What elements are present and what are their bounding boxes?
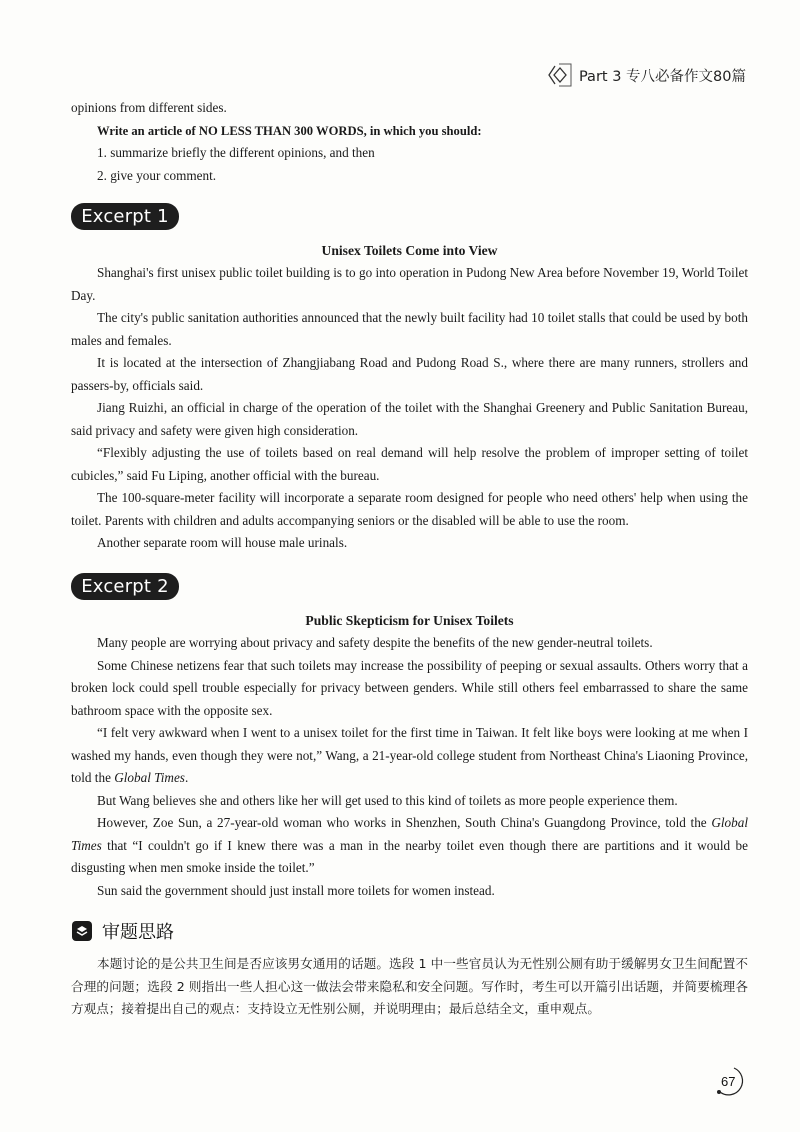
excerpt-2-paragraph: Sun said the government should just install more toilets for women instead. <box>97 882 495 898</box>
instruction-item-2: 2. give your comment. <box>97 167 217 183</box>
excerpt-1-title: Unisex Toilets Come into View <box>321 243 498 258</box>
layers-icon <box>72 921 92 941</box>
text-run: that “I couldn't go if I knew there was a man in the nearby toilet even though there are partitions and it would be disgusting when men smoke inside the toilet.” <box>71 837 748 875</box>
analysis-heading <box>72 918 174 944</box>
excerpt-1-paragraph: The city's public sanitation authorities announced that the newly built facility had 10 toilet stalls that could be used by both males and females. <box>71 310 748 348</box>
text-run: . <box>184 770 189 785</box>
diamond-bracket-icon <box>547 62 573 88</box>
excerpt-2-paragraph <box>71 722 748 790</box>
excerpt-1-paragraph: The 100-square-meter facility will incorporate a separate room designed for people who need others' help when using the toilet. Parents with children and adults accompanying seniors or the disabled will be able to use the room. <box>71 490 748 528</box>
page-number-text: 67 <box>721 1074 736 1089</box>
instruction: Write an article of NO LESS THAN 300 WORDS, in which you should: <box>97 123 482 138</box>
text-run: “I felt very awkward when I went to a unisex toilet for the first time in Taiwan. It felt like boys were looking at me when I washed my hands, even though they were not,” Wang, a 21-year-old college student from Northeast China's Liaoning Province, told the <box>71 725 748 785</box>
instruction-item-1: 1. summarize briefly the different opinions, and then <box>97 145 375 160</box>
excerpt-1-paragraph: Shanghai's first unisex public toilet building is to go into operation in Pudong New Area before November 19, World Toilet Day. <box>71 265 748 303</box>
excerpt-1-paragraph: It is located at the intersection of Zhangjiabang Road and Pudong Road S., where there are many runners, strollers and passers-by, officials said. <box>71 355 748 393</box>
excerpt-2-paragraph: Many people are worrying about privacy and safety despite the benefits of the new gender-neutral toilets. <box>97 635 653 650</box>
intro-line: opinions from different sides. <box>71 100 227 115</box>
excerpt-1 <box>71 240 748 555</box>
intro-block <box>71 97 748 187</box>
excerpt-2-paragraph <box>71 812 748 880</box>
publication-name: Global Times <box>114 770 185 785</box>
text-run: However, Zoe Sun, a 27-year-old woman who works in Shenzhen, South China's Guangdong Province, told the <box>97 815 712 830</box>
excerpt-2-title: Public Skepticism for Unisex Toilets <box>305 613 514 628</box>
excerpt-1-paragraph: Another separate room will house male urinals. <box>97 535 348 550</box>
header-text: Part 3 专八必备作文80篇 <box>578 68 746 85</box>
page-number <box>714 1065 746 1097</box>
excerpt-2-paragraph: But Wang believes she and others like her will get used to this kind of toilets as more people experience them. <box>97 792 678 808</box>
analysis-heading-text: 审题思路 <box>102 922 174 943</box>
running-header <box>547 62 746 88</box>
excerpt-2 <box>71 610 748 902</box>
analysis-block <box>71 953 748 1021</box>
publication-name: Global Times <box>71 815 748 853</box>
excerpt-2-badge: Excerpt 2 <box>71 573 179 600</box>
excerpt-1-badge: Excerpt 1 <box>71 203 179 230</box>
excerpt-1-paragraph: Jiang Ruizhi, an official in charge of the operation of the toilet with the Shanghai Greenery and Public Sanitation Bureau, said privacy and safety were given high consideration. <box>71 400 748 438</box>
excerpt-1-paragraph: “Flexibly adjusting the use of toilets based on real demand will help resolve the problem of improper setting of toilet cubicles,” said Fu Liping, another official with the bureau. <box>71 445 748 483</box>
excerpt-2-paragraph: Some Chinese netizens fear that such toilets may increase the possibility of peeping or sexual assaults. Others worry that a broken lock could spell trouble especially for privacy between genders. While still others feel embarrassed to share the same bathroom space with the opposite sex. <box>71 657 748 718</box>
analysis-text: 本题讨论的是公共卫生间是否应该男女通用的话题。选段 1 中一些官员认为无性别公厕有助于缓解男女卫生间配置不合理的问题；选段 2 则指出一些人担心这一做法会带来隐私和安全问题。写作时，考生可以开篇引出话题，并简要梳理各方观点；接着提出自己的观点：支持设立无性别公厕，并说明理由；最后总结全文，重申观点。 <box>71 956 748 1016</box>
